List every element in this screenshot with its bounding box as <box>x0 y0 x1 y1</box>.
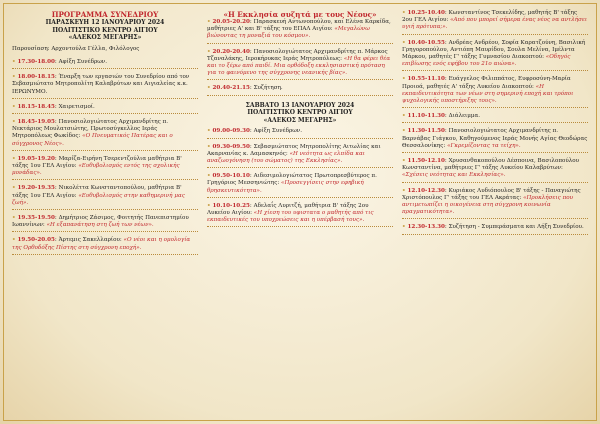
bullet-icon: • <box>402 128 408 135</box>
schedule-time: 18.00-18.15 <box>17 74 55 81</box>
schedule-time: 20.05-20.20 <box>212 19 250 25</box>
talk-title: «Ευθυβολισμός εντός της σχολικής μονάδας». <box>12 163 180 177</box>
schedule-item: • 10.40-10.55: Ανδρέας Ανδρέου, Σοφία Καρατζούνη, Βασιλική Γρηγοροπούλου, Αντιόπη Μαυρίδου, Σουλα Μελίνα, Ιμέλντα Μάρκου, μαθητές Γ' τάξης Γυμνασίου Διακοπτού: «Οδηγός επιβίωσης ενός εφήβου του 21ο αιώνα». <box>402 40 588 72</box>
schedule-item: • 09.00-09.30: Αφίξη Συνέδρων. <box>207 128 393 138</box>
schedule-time: 09.50-10.10 <box>212 173 250 180</box>
schedule-list-friday-evening <box>207 19 393 96</box>
bullet-icon: • <box>402 76 408 83</box>
talk-title: «Ο νέοι και η ομολογία της Ορθοδόξης Πίστης στη σύγχρονη εποχή». <box>12 237 191 251</box>
venue-friday: ΠΟΛΙΤΙΣΤΙΚΟ ΚΕΝΤΡΟ ΑΙΓΙΟΥ <box>52 26 158 34</box>
schedule-text: Αφίξη Συνέδρων. <box>58 58 107 65</box>
session-heading: «Η Εκκλησία συζητά με τους Νέους» <box>223 10 377 19</box>
talk-title: «Ευθυβολισμός στην καθημερινή μας ζωή». <box>12 192 185 206</box>
schedule-item: • 09.50-10.10: Αιδεσιμολογιώτατος Πρωτοπρεσβύτερος π. Γρηγόριος Μεσσηνιώτης: «Προσεγγίσεις στην εφηβική θρησκευτικότητα». <box>207 173 393 198</box>
talk-title: «Ο Πνευματικός Πατέρας και ο σύγχρονος Νέος». <box>12 133 173 147</box>
schedule-item: • 20.40-21.15: Συζήτηση. <box>207 85 393 95</box>
bullet-icon: • <box>402 10 408 16</box>
schedule-item: • 18.45-19.05: Πανοσιολογιώτατος Αρχιμανδρίτης π. Νεκτάριος Μουλατσιώτης, Πρωτοσύγκελλος Ιεράς Μητροπόλεως Φωκίδος: «Ο Πνευματικός Πατέρας και ο σύγχρονος Νέος». <box>12 119 198 151</box>
bullet-icon: • <box>207 48 213 55</box>
schedule-list-saturday-late <box>402 10 588 235</box>
schedule-item: • 10.25-10.40: Κωνσταντίνος Τσεκελίδης, μαθητής Β' τάξης 2ου ΓΕΛ Αιγίου: «Από που μπορεί σήμερα ένας νέος να αντλήσει υγιή πρότυπα;». <box>402 10 588 35</box>
schedule-text: Πανοσιολογιώτατος Αρχιμανδρίτης π. Μάρκος Τζαναλάκης, Ιεροκήρυκας Ιεράς Μητροπόλεως: <box>207 48 388 62</box>
bullet-icon: • <box>12 215 18 222</box>
schedule-text: Αδελαΐς Λυριτζή, μαθήτρια Β' τάξης 2ου Λυκείου Αιγίου: <box>207 202 369 217</box>
schedule-time: 11.50-12.10 <box>407 158 445 165</box>
bullet-icon: • <box>12 119 18 125</box>
schedule-item: • 09.30-09.50: Σεβασμιώτατος Μητροπολίτης Αιτωλίας και Ακαρνανίας κ. Δαμασκηνός: «Η νεότητα ως ελπίδα και αναζωογόνηση (του σώματος) της Εκκλησίας». <box>207 144 393 169</box>
schedule-text: Αφίξη Συνέδρων. <box>253 128 302 135</box>
bullet-icon: • <box>402 158 408 165</box>
schedule-item: • 19.35-19.50: Δημήτριος Ζάσιμος, Φοιτητής Πανεπιστημίου Ιωαννίνων: «Η εξαπανάτηση στη ζωή των νέων». <box>12 215 198 232</box>
schedule-item: • 12.10-12.30: Κυριάκος Λυδιόπουλος Β' τάξης - Παναγιώτης Χριστόπουλος Γ' τάξης του ΓΕΛ Ακράτας: «Προκλήσεις που αντιμετωπίζει η οικογένεια στη σύγχρονη κοινωνία πραγματικότητα». <box>402 188 588 220</box>
schedule-item: • 18.15-18.45: Χαιρετισμοί. <box>12 104 198 114</box>
bullet-icon: • <box>207 143 213 150</box>
schedule-time: 20.20-20.40 <box>212 48 250 55</box>
schedule-text: Πανοσιολογιώτατος Αρχιμανδρίτης π. Νεκτάριος Μουλατσιώτης, Πρωτοσύγκελλος Ιεράς Μητροπόλεως Φωκίδος: <box>12 119 169 140</box>
schedule-item: • 10.10-10.25: Αδελαΐς Λυριτζή, μαθήτρια Β' τάξης 2ου Λυκείου Αιγίου: «Η χίεση του υφιστατα ο μαθητής από τις εκπαιδευτικές του υποχρεώσεις και η υπέρβασή τους». <box>207 203 393 228</box>
day-friday: ΠΑΡΑΣΚΕΥΗ 12 ΙΑΝΟΥΑΡΙΟΥ 2024 <box>45 19 165 26</box>
schedule-text: Ανδρέας Ανδρέου, Σοφία Καρατζούνη, Βασιλική Γρηγοροπούλου, Αντιόπη Μαυρίδου, Σουλα Μελίνα, Ιμέλντα Μάρκου, μαθητές Γ' τάξης Γυμνασίου Διακοπτού: <box>402 39 586 61</box>
schedule-time: 18.15-18.45 <box>17 103 55 110</box>
schedule-text: Κωνσταντίνος Τσεκελίδης, μαθητής Β' τάξης 2ου ΓΕΛ Αιγίου: <box>402 10 578 24</box>
talk-title: «Η εκπαιδευτικότητα των νέων στη σημερινή εποχή και τρόποι ψυχολογικής υποστήριξης τους». <box>402 83 574 105</box>
schedule-time: 10.25-10.40 <box>407 10 445 16</box>
schedule-time: 19.35-19.50 <box>17 215 55 222</box>
schedule-text: Νικολέττα Κωνσταντοπούλου, μαθήτρια Β' τάξης 1ου ΓΕΛ Αιγίου: <box>12 185 182 199</box>
schedule-text: Μαρίζα-Ειρήνη Τσερεντζούλια μαθήτρια Β' τάξης 1ου ΓΕΛ Αιγίου: <box>12 155 182 170</box>
schedule-item: • 20.20-20.40: Πανοσιολογιώτατος Αρχιμανδρίτης π. Μάρκος Τζαναλάκης, Ιεροκήρυκας Ιεράς Μητροπόλεως: «Η θα φέρει θέα και το ξέρω από παιδί. Μια ορθόδοξη εκκλησιαστική πρόταση για το φαινόμενο της σύγχρονης νεανικής βίας». <box>207 49 393 81</box>
schedule-time: 11.30-11.50 <box>407 128 445 135</box>
talk-title: «Η εξαπανάτηση στη ζωή των νέων». <box>46 222 154 229</box>
schedule-text: Σεβασμιώτατος Μητροπολίτης Αιτωλίας και Ακαρνανίας κ. Δαμασκηνός: <box>207 143 381 157</box>
venue-saturday: ΠΟΛΙΤΙΣΤΙΚΟ ΚΕΝΤΡΟ ΑΙΓΙΟΥ <box>247 109 353 117</box>
bullet-icon: • <box>402 39 408 46</box>
hall-friday: «ΑΛΕΚΟΣ ΜΕΓΑΡΗΣ» <box>68 34 142 42</box>
schedule-text: Χαιρετισμοί. <box>58 103 95 110</box>
talk-title: «Σχέσεις νεότητας και Εκκλησίας». <box>402 172 506 179</box>
talk-title: «Μεγαλώνω βιώνοντας τη μοναξιά του κόσμου». <box>207 26 370 40</box>
talk-title: «Η χίεση του υφιστατα ο μαθητής από τις εκπαιδευτικές του υποχρεώσεις και η υπέρβασή τους». <box>207 210 374 224</box>
schedule-text: Έναρξη των εργασιών του Συνεδρίου από τον Σεβασμιώτατο Μητροπολίτη Καλαβρύτων και Αιγιαλείας κ.κ. ΙΕΡΩΝΥΜΟ. <box>12 74 190 95</box>
schedule-time: 19.05-19.20 <box>17 155 55 162</box>
schedule-item: • 12.30-13.30: Συζήτηση - Συμπεράσματα και Λήξη Συνεδρίου. <box>402 224 588 234</box>
schedule-text: Συζήτηση - Συμπεράσματα και Λήξη Συνεδρίου. <box>448 224 584 231</box>
schedule-text: Πανοσιολογιώτατος Αρχιμανδρίτης π. Βαρνάβας Γιάγκου, Καθηγούμενος Ιεράς Μονής Αγίας Θεοδώρας Θεσσαλονίκης: <box>402 128 588 149</box>
schedule-item: • 11.50-12.10: Χρυσανθακοπούλου Δέσποινα, Βασιλοπούλου Κωνσταντίνα, μαθήτριες Γ' τάξης Λυκείου Καλαβρύτων: «Σχέσεις νεότητας και Εκκλησίας». <box>402 158 588 183</box>
schedule-text: Αιδεσιμολογιώτατος Πρωτοπρεσβύτερος π. Γρηγόριος Μεσσηνιώτης: <box>207 173 377 187</box>
schedule-time: 10.55-11.10 <box>407 76 445 83</box>
schedule-list-friday <box>12 59 198 255</box>
schedule-text: Χρυσανθακοπούλου Δέσποινα, Βασιλοπούλου Κωνσταντίνα, μαθήτριες Γ' τάξης Λυκείου Καλαβρύτων: <box>402 158 580 172</box>
bullet-icon: • <box>207 202 213 209</box>
schedule-time: 17.30-18.00 <box>17 58 55 65</box>
bullet-icon: • <box>12 74 18 81</box>
bullet-icon: • <box>207 128 213 135</box>
schedule-time: 12.10-12.30 <box>407 187 445 194</box>
schedule-text: Παρασκευή Αντωνοπούλου, και Ελένα Καρκίδα, μαθήτριες Α' και Β' τάξης του ΕΠΑΛ Αιγίου: <box>207 19 391 33</box>
bullet-icon: • <box>12 237 18 244</box>
schedule-text: Συζήτηση. <box>253 85 283 92</box>
column-middle <box>207 10 393 232</box>
schedule-item: • 19.05-19.20: Μαρίζα-Ειρήνη Τσερεντζούλια μαθήτρια Β' τάξης 1ου ΓΕΛ Αιγίου: «Ευθυβολισμός εντός της σχολικής μονάδας». <box>12 156 198 181</box>
schedule-item: • 11.30-11.50: Πανοσιολογιώτατος Αρχιμανδρίτης π. Βαρνάβας Γιάγκου, Καθηγούμενος Ιεράς Μονής Αγίας Θεοδώρας Θεσσαλονίκης: «Γκρεμίζοντας τα τείχη». <box>402 128 588 153</box>
bullet-icon: • <box>402 113 408 120</box>
schedule-time: 20.40-21.15 <box>212 85 250 92</box>
bullet-icon: • <box>12 103 18 110</box>
schedule-item: • 19.50-20.05: Άρτεμις Σακελλαρίου: «Ο νέοι και η ομολογία της Ορθοδόξης Πίστης στη σύγχρονη εποχή». <box>12 237 198 254</box>
talk-title: «Η νεότητα ως ελπίδα και αναζωογόνηση (του σώματος) της Εκκλησίας». <box>207 150 365 165</box>
program-heading: ΠΡΟΓΡΑΜΜΑ ΣΥΝΕΔΡΙΟΥ <box>51 10 159 19</box>
column-friday <box>12 10 198 260</box>
schedule-text: Άρτεμις Σακελλαρίου: <box>58 237 124 244</box>
talk-title: «Από που μπορεί σήμερα ένας νέος να αντλήσει υγιή πρότυπα;». <box>402 17 588 31</box>
talk-title: «Προσεγγίσεις στην εφηβική θρησκευτικότητα». <box>207 180 364 194</box>
schedule-item: • 17.30-18.00: Αφίξη Συνέδρων. <box>12 59 198 69</box>
hall-saturday: «ΑΛΕΚΟΣ ΜΕΓΑΡΗΣ» <box>263 116 337 124</box>
talk-title: «Προκλήσεις που αντιμετωπίζει η οικογένεια στη σύγχρονη κοινωνία πραγματικότητα». <box>402 194 574 216</box>
schedule-item: • 19.20-19.35: Νικολέττα Κωνσταντοπούλου, μαθήτρια Β' τάξης 1ου ΓΕΛ Αιγίου: «Ευθυβολισμός στην καθημερινή μας ζωή». <box>12 185 198 210</box>
bullet-icon: • <box>207 173 213 180</box>
bullet-icon: • <box>207 19 213 25</box>
bullet-icon: • <box>402 224 408 231</box>
schedule-time: 09.00-09.30 <box>212 128 250 135</box>
schedule-text: Δημήτριος Ζάσιμος, Φοιτητής Πανεπιστημίου Ιωαννίνων: <box>12 215 189 229</box>
presenter-note: Παρουσίαση: Αρχοντούλα Γέλλα, Φιλόλογος <box>12 45 140 52</box>
bullet-icon: • <box>12 58 18 65</box>
schedule-time: 12.30-13.30 <box>407 224 445 231</box>
schedule-item: • 20.05-20.20: Παρασκευή Αντωνοπούλου, και Ελένα Καρκίδα, μαθήτριες Α' και Β' τάξης του ΕΠΑΛ Αιγίου: «Μεγαλώνω βιώνοντας τη μοναξιά του κόσμου». <box>207 19 393 44</box>
schedule-item: • 10.55-11.10: Ευάγγελος Φιλιππάτος, Ευφροσύνη-Μαρία Προιοά, μαθητές Α' τάξης Λυκείου Διακοπτού: «Η εκπαιδευτικότητα των νέων στη σημερινή εποχή και τρόποι ψυχολογικής υποστήριξης τους». <box>402 76 588 108</box>
day-saturday: ΣΑΒΒΑΤΟ 13 ΙΑΝΟΥΑΡΙΟΥ 2024 <box>245 101 355 109</box>
schedule-time: 10.40-10.55 <box>407 39 445 46</box>
schedule-text: Διάλειμμα. <box>448 113 481 120</box>
bullet-icon: • <box>12 185 18 192</box>
schedule-item: • 18.00-18.15: Έναρξη των εργασιών του Συνεδρίου από τον Σεβασμιώτατο Μητροπολίτη Καλαβρύτων και Αιγιαλείας κ.κ. ΙΕΡΩΝΥΜΟ. <box>12 74 198 99</box>
schedule-time: 10.10-10.25 <box>212 202 250 209</box>
schedule-list-saturday <box>207 128 393 227</box>
talk-title: «Η θα φέρει θέα και το ξέρω από παιδί. Μια ορθόδοξη εκκλησιαστική πρόταση για το φαινόμενο της σύγχρονης νεανικής βίας». <box>207 55 391 77</box>
schedule-time: 18.45-19.05 <box>17 119 55 125</box>
schedule-time: 09.30-09.50 <box>212 143 250 150</box>
bullet-icon: • <box>12 155 18 162</box>
column-saturday-continued <box>402 10 588 240</box>
schedule-text: Ευάγγελος Φιλιππάτος, Ευφροσύνη-Μαρία Προιοά, μαθητές Α' τάξης Λυκείου Διακοπτού: <box>402 76 571 90</box>
talk-title: «Οδηγός επιβίωσης ενός εφήβου του 21ο αιώνα». <box>402 54 571 68</box>
bullet-icon: • <box>207 85 213 92</box>
schedule-text: Κυριάκος Λυδιόπουλος Β' τάξης - Παναγιώτης Χριστόπουλος Γ' τάξης του ΓΕΛ Ακράτας: <box>402 187 581 201</box>
talk-title: «Γκρεμίζοντας τα τείχη». <box>447 142 521 149</box>
bullet-icon: • <box>402 187 408 194</box>
schedule-time: 19.20-19.35 <box>17 185 55 192</box>
schedule-item: • 11.10-11.30: Διάλειμμα. <box>402 113 588 123</box>
schedule-time: 11.10-11.30 <box>407 113 445 120</box>
schedule-time: 19.50-20.05 <box>17 237 55 244</box>
